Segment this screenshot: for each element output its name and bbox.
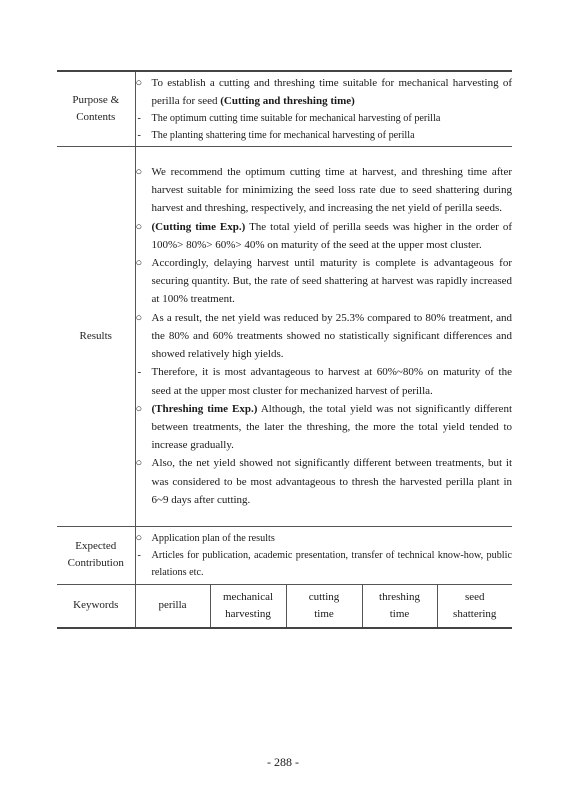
purpose-bullet [136,74,513,110]
keyword-cell [286,584,362,628]
expected-row [57,526,512,584]
results-bullet-6-text: Also, the net yield showed not significantly different between treatments, but it was considered to be most advantageous to thresh the harvested perilla plant in 6~9 days after cutting. [151,457,512,506]
results-bullet-6 [136,454,513,509]
purpose-bullet-bold: (Cutting and threshing time) [220,94,355,107]
results-bullet-3 [136,254,513,309]
purpose-label-line1: Purpose & [72,93,120,106]
results-bullet-2-bold: (Cutting time Exp.) [151,220,246,233]
purpose-content [135,71,512,146]
keywords-label: Keywords [57,584,135,628]
circle-bullet-icon: ○ [135,402,143,415]
expected-label-line1: Expected [75,540,117,552]
circle-bullet-icon: ○ [135,76,143,89]
expected-dash [136,547,513,581]
keyword-cell [135,584,210,628]
keyword-line: threshing [379,590,420,603]
circle-bullet-icon: ○ [135,220,143,233]
keyword-line: shattering [453,607,497,620]
expected-bullet [136,530,513,547]
circle-bullet-icon: ○ [135,166,143,179]
results-bullet-4-text: As a result, the net yield was reduced by 25.3% compared to 80% treatment, and the 80% and 60% treatments showed no statistically significant differences and showed relatively high yields. [151,311,512,361]
results-bullet-2-text: The total yield of perilla seeds was higher in the order of 100%> 80%> 60%> 40% on maturity of the seed at the upper most cluster. [151,220,513,251]
expected-label [57,526,135,584]
dash-bullet-icon: - [137,366,142,379]
dash-bullet-icon: - [137,549,141,561]
results-content [135,146,512,526]
dash-bullet-icon: - [137,129,141,141]
keyword-perilla: perilla [158,599,187,612]
results-bullet-5-bold: (Threshing time Exp.) [151,402,258,415]
results-bullet-5 [136,400,513,455]
results-bullet-4 [136,309,513,364]
results-bullet-5-text: Although, the total yield was not significantly different between treatments, the later the threshing, the more the total yield tended to increase gradually. [151,402,512,452]
purpose-label [57,71,135,146]
keyword-line: cutting [308,590,340,603]
results-dash-1 [136,363,513,399]
results-bullet-3-text: Accordingly, delaying harvest until maturity is complete is advantageous for securing quantity. But, the rate of seed shattering at harvest was rapidly increased at 100% treatment. [151,257,512,306]
keyword-cell [437,584,512,628]
purpose-dash-1-text: The optimum cutting time suitable for mechanical harvesting of perilla [151,112,441,124]
purpose-dash-2-text: The planting shattering time for mechanical harvesting of perilla [151,129,415,141]
page-number: - 288 - [267,755,299,769]
results-bullet-1-text: We recommend the optimum cutting time at harvest, and threshing time after harvest suitable for minimizing the seed loss rate due to seed shattering during harvest and threshing, respectively, and increasing the net yield of perilla seeds. [151,166,512,215]
keywords-row [57,584,512,628]
expected-dash-text: Articles for publication, academic presentation, transfer of technical know-how, public relations etc. [151,549,512,578]
dash-bullet-icon: - [137,112,141,124]
expected-label-line2: Contribution [67,557,124,569]
purpose-row [57,71,512,146]
keyword-line: time [314,607,334,620]
keyword-line: time [389,607,410,620]
keyword-cell [362,584,437,628]
circle-bullet-icon: ○ [135,257,143,270]
keyword-cell [210,584,286,628]
circle-bullet-icon: ○ [135,311,143,324]
keyword-line: seed [464,590,485,603]
expected-bullet-text: Application plan of the results [151,532,275,544]
circle-bullet-icon: ○ [135,457,143,470]
expected-content [135,526,512,584]
purpose-bullet-text: To establish a cutting and threshing time suitable for mechanical harvesting of perilla for seed [151,76,512,107]
circle-bullet-icon: ○ [135,531,143,544]
results-bullet-1 [136,163,513,218]
purpose-dash-2 [136,127,513,144]
results-label: Results [57,146,135,526]
purpose-dash-1 [136,110,513,127]
keyword-line: harvesting [225,607,271,620]
results-dash-1-text: Therefore, it is most advantageous to harvest at 60%~80% on maturity of the seed at the upper most cluster for mechanized harvest of perilla. [151,366,512,397]
keyword-line: mechanical [222,590,274,603]
purpose-label-line2: Contents [76,110,116,123]
summary-table [57,70,512,629]
results-bullet-2 [136,218,513,254]
results-row [57,146,512,526]
